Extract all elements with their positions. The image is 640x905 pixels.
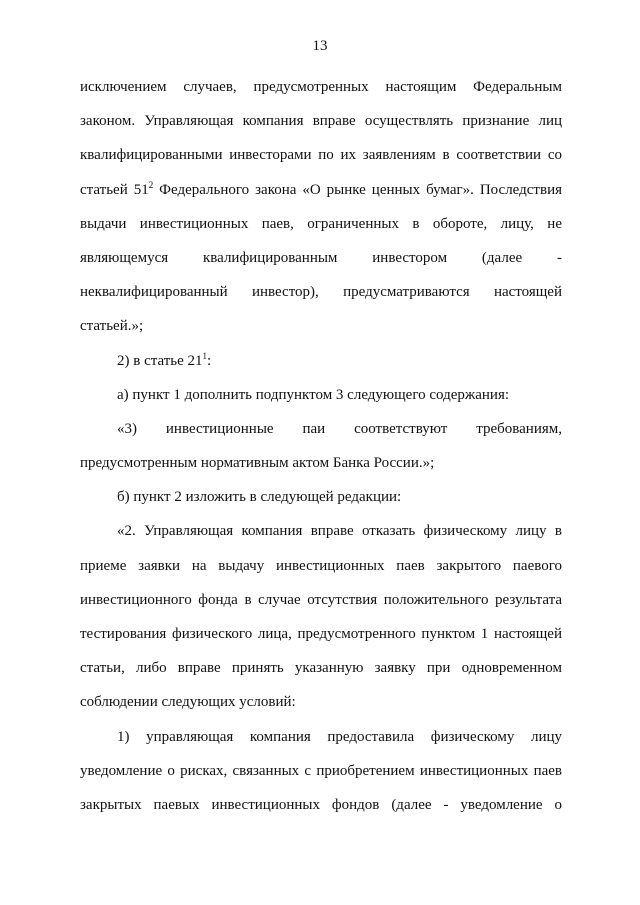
text-line: приеме заявки на выдачу инвестиционных паев закрытого паевого [80,557,562,574]
text-line: инвестиционного фонда в случае отсутствия положительного результата [80,591,562,608]
text-line: квалифицированными инвесторами по их заявлениям в соответствии со [80,147,562,164]
superscript: 1 [202,350,208,361]
superscript: 2 [148,179,154,190]
text-line: «3) инвестиционные паи соответствуют требованиям, [117,420,562,437]
text-line: «2. Управляющая компания вправе отказать физическому лицу в [117,523,562,540]
text-line: неквалифицированный инвестор), предусматриваются настоящей [80,284,562,301]
text-line: 1) управляющая компания предоставила физическому лицу [117,728,562,745]
text-line: б) пункт 2 изложить в следующей редакции: [117,489,402,506]
text-line: законом. Управляющая компания вправе осуществлять признание лиц [80,113,562,130]
text-line: предусмотренным нормативным актом Банка России.»; [80,455,435,472]
text-fragment: Федерального закона «О рынке ценных бумаг». Последствия [153,181,562,198]
text-line: статьей.»; [80,318,144,335]
text-line: статьи, либо вправе принять указанную заявку при одновременном [80,660,562,677]
text-line: являющемуся квалифицированным инвестором (далее - [80,249,562,266]
text-fragment: 2) в статье 21 [117,352,203,369]
text-line: исключением случаев, предусмотренных настоящим Федеральным [80,79,562,95]
text-line: а) пункт 1 дополнить подпунктом 3 следующего содержания: [117,386,510,403]
text-line: соблюдении следующих условий: [80,694,296,711]
text-line [80,173,562,207]
text-fragment: : [207,352,212,369]
text-line: тестирования физического лица, предусмотренного пунктом 1 настоящей [80,626,562,642]
document-body [80,70,562,822]
text-line: выдачи инвестиционных паев, ограниченных в обороте, лицу, не [80,215,562,232]
text-line: уведомление о рисках, связанных с приобретением инвестиционных паев [80,762,562,779]
text-line [80,344,562,378]
text-fragment: статьей 51 [80,181,149,198]
page-number: 13 [312,38,328,54]
text-line: закрытых паевых инвестиционных фондов (далее - уведомление о [80,796,562,813]
